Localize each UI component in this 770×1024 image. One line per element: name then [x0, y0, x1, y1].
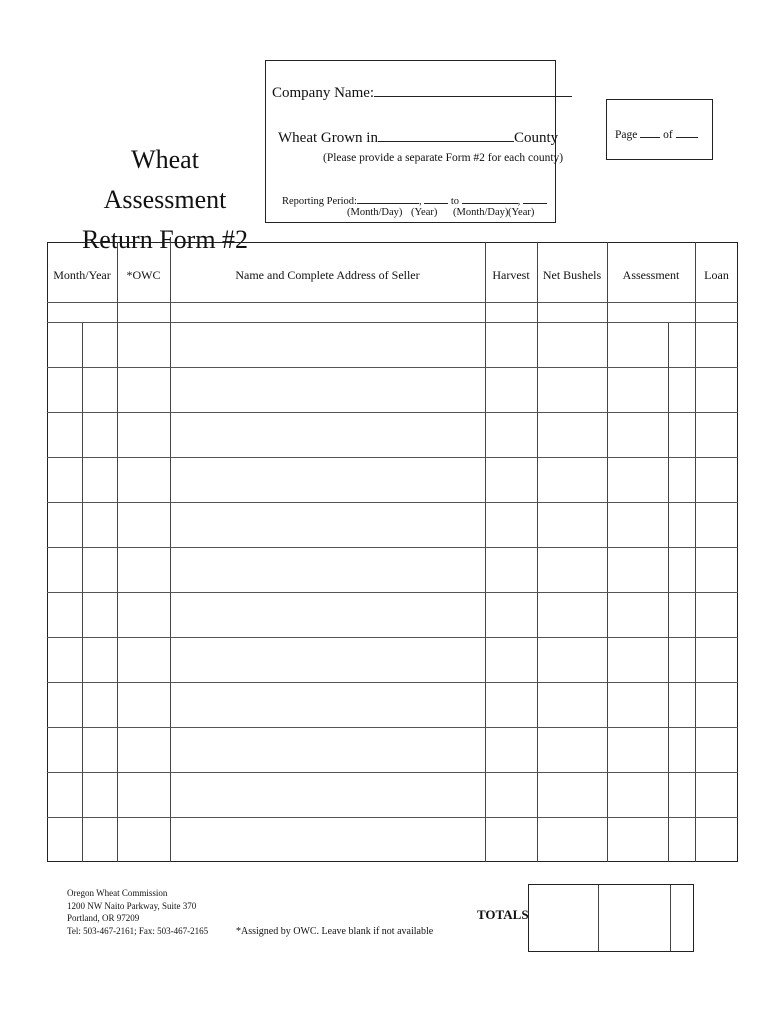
table-cell[interactable]: [485, 727, 537, 772]
table-cell[interactable]: [607, 592, 668, 637]
table-cell[interactable]: [537, 772, 607, 817]
table-cell[interactable]: [668, 322, 695, 367]
table-cell[interactable]: [170, 727, 485, 772]
table-cell[interactable]: [47, 682, 82, 727]
column-header-loan: Loan: [704, 268, 729, 282]
table-row: [47, 772, 738, 817]
table-cell[interactable]: [668, 457, 695, 502]
wheat-grown-row: [278, 129, 558, 147]
start-month-day-field[interactable]: [357, 191, 419, 204]
table-cell[interactable]: [47, 772, 82, 817]
table-cell[interactable]: [485, 412, 537, 457]
table-cell[interactable]: [537, 457, 607, 502]
table-cell[interactable]: [117, 727, 170, 772]
reporting-period-label: Reporting Period:: [282, 196, 357, 207]
contact-line: Tel: 503-467-2161; Fax: 503-467-2165: [67, 925, 209, 936]
table-cell[interactable]: [170, 322, 485, 367]
table-cell[interactable]: [668, 817, 695, 862]
table-cell[interactable]: [668, 637, 695, 682]
start-year-field[interactable]: [424, 191, 448, 204]
reporting-period-row: Reporting Period: , to ,: [282, 191, 547, 207]
table-row: [47, 547, 738, 592]
table-cell[interactable]: [537, 502, 607, 547]
month-day-caption-2: (Month/Day): [453, 207, 509, 218]
table-row: [47, 817, 738, 862]
org-name: Oregon Wheat Commission: [67, 888, 168, 898]
table-cell[interactable]: [47, 592, 82, 637]
table-cell[interactable]: [695, 727, 738, 772]
table-row: [47, 502, 738, 547]
address-line1: 1200 NW Naito Parkway, Suite 370: [67, 900, 197, 911]
end-year-field[interactable]: [523, 191, 547, 204]
table-cell[interactable]: [607, 817, 668, 862]
table-cell[interactable]: [537, 727, 607, 772]
table-cell[interactable]: [537, 637, 607, 682]
table-cell[interactable]: [47, 637, 82, 682]
table-cell[interactable]: [117, 817, 170, 862]
table-cell[interactable]: [117, 592, 170, 637]
of-label: of: [663, 129, 673, 141]
owc-note: *Assigned by OWC. Leave blank if not available: [236, 926, 434, 937]
table-row: [47, 637, 738, 682]
table-row: [47, 367, 738, 412]
table-cell[interactable]: [668, 547, 695, 592]
table-cell[interactable]: [485, 322, 537, 367]
table-cell[interactable]: [170, 772, 485, 817]
table-cell[interactable]: [695, 457, 738, 502]
table-cell[interactable]: [607, 457, 668, 502]
page-total-field[interactable]: [676, 125, 698, 138]
county-field[interactable]: [378, 129, 514, 142]
company-name-field[interactable]: [374, 84, 572, 97]
column-header-harvest: Harvest: [492, 268, 530, 282]
table-cell[interactable]: [170, 412, 485, 457]
table-cell[interactable]: [117, 682, 170, 727]
county-instruction: (Please provide a separate Form #2 for each county): [323, 152, 564, 164]
table-cell[interactable]: [117, 772, 170, 817]
table-row: [47, 412, 738, 457]
page-number-field[interactable]: [640, 125, 660, 138]
column-header-assessment: Assessment: [622, 268, 680, 282]
header-divider: [47, 302, 738, 303]
end-month-day-field[interactable]: [462, 191, 518, 204]
table-cell[interactable]: [695, 637, 738, 682]
table-cell[interactable]: [607, 502, 668, 547]
table-cell[interactable]: [82, 502, 117, 547]
table-cell[interactable]: [668, 592, 695, 637]
table-cell[interactable]: [117, 457, 170, 502]
table-cell[interactable]: [668, 727, 695, 772]
table-row: [47, 322, 738, 367]
year-caption-2: (Year): [508, 207, 535, 218]
table-cell[interactable]: [607, 412, 668, 457]
table-cell[interactable]: [170, 547, 485, 592]
table-cell[interactable]: [170, 502, 485, 547]
table-cell[interactable]: [82, 457, 117, 502]
table-cell[interactable]: [82, 637, 117, 682]
table-cell[interactable]: [47, 457, 82, 502]
table-cell[interactable]: [82, 727, 117, 772]
wheat-grown-label: Wheat Grown in: [278, 130, 378, 146]
table-cell[interactable]: [82, 772, 117, 817]
table-cell[interactable]: [485, 457, 537, 502]
table-cell[interactable]: [537, 367, 607, 412]
table-cell[interactable]: [170, 457, 485, 502]
form-title-line2: Return Form #2: [81, 225, 249, 254]
table-cell[interactable]: [170, 682, 485, 727]
totals-net-bushels-field[interactable]: [598, 885, 667, 951]
table-cell[interactable]: [82, 322, 117, 367]
table-cell[interactable]: [537, 322, 607, 367]
month-day-caption-1: (Month/Day): [347, 207, 403, 218]
table-cell[interactable]: [485, 637, 537, 682]
table-cell[interactable]: [537, 682, 607, 727]
address-line2: Portland, OR 97209: [67, 913, 140, 923]
table-cell[interactable]: [537, 412, 607, 457]
table-cell[interactable]: [607, 772, 668, 817]
table-cell[interactable]: [485, 772, 537, 817]
table-cell[interactable]: [47, 412, 82, 457]
column-header-owc: *OWC: [126, 268, 161, 282]
table-cell[interactable]: [695, 817, 738, 862]
table-cell[interactable]: [170, 637, 485, 682]
table-cell[interactable]: [607, 727, 668, 772]
table-cell[interactable]: [170, 592, 485, 637]
page-number-row: [615, 125, 698, 141]
column-header-net-bushels: Net Bushels: [542, 268, 602, 282]
page-label: Page: [615, 129, 638, 141]
table-cell[interactable]: [117, 502, 170, 547]
table-cell[interactable]: [117, 547, 170, 592]
table-cell[interactable]: [607, 322, 668, 367]
column-header-month-year: Month/Year: [53, 268, 111, 282]
table-cell[interactable]: [485, 592, 537, 637]
table-cell[interactable]: [47, 547, 82, 592]
table-cell[interactable]: [47, 502, 82, 547]
table-cell[interactable]: [117, 322, 170, 367]
table-cell[interactable]: [607, 547, 668, 592]
table-cell[interactable]: [47, 727, 82, 772]
company-name-label: Company Name:: [272, 85, 375, 101]
table-cell[interactable]: [485, 367, 537, 412]
table-cell[interactable]: [537, 592, 607, 637]
county-label: County: [513, 130, 559, 146]
totals-assessment-field[interactable]: [670, 885, 693, 951]
table-cell[interactable]: [695, 547, 738, 592]
table-cell[interactable]: [82, 817, 117, 862]
table-cell[interactable]: [82, 592, 117, 637]
table-cell[interactable]: [485, 682, 537, 727]
table-cell[interactable]: [485, 502, 537, 547]
table-cell[interactable]: [668, 682, 695, 727]
totals-label: TOTALS: [477, 907, 529, 922]
table-cell[interactable]: [537, 817, 607, 862]
table-cell[interactable]: [695, 322, 738, 367]
company-name-row: [272, 84, 572, 102]
table-cell[interactable]: [695, 682, 738, 727]
table-cell[interactable]: [695, 772, 738, 817]
table-cell[interactable]: [117, 637, 170, 682]
column-header-seller: Name and Complete Address of Seller: [235, 268, 420, 282]
form-title-line1: Wheat Assessment: [103, 145, 227, 214]
table-cell[interactable]: [117, 412, 170, 457]
table-cell[interactable]: [485, 547, 537, 592]
table-cell[interactable]: [668, 502, 695, 547]
table-cell[interactable]: [170, 367, 485, 412]
table-cell[interactable]: [668, 412, 695, 457]
to-label: to: [450, 196, 459, 207]
table-cell[interactable]: [82, 682, 117, 727]
table-row: [47, 457, 738, 502]
year-caption-1: (Year): [411, 207, 438, 218]
table-cell[interactable]: [117, 367, 170, 412]
commission-address: [67, 887, 208, 937]
table-cell[interactable]: [47, 367, 82, 412]
table-row: [47, 682, 738, 727]
table-cell[interactable]: [695, 502, 738, 547]
table-row: [47, 727, 738, 772]
table-cell[interactable]: [485, 817, 537, 862]
table-cell[interactable]: [607, 637, 668, 682]
table-cell[interactable]: [607, 367, 668, 412]
table-cell[interactable]: [170, 817, 485, 862]
table-row: [47, 592, 738, 637]
table-cell[interactable]: [695, 367, 738, 412]
table-cell[interactable]: [47, 817, 82, 862]
table-cell[interactable]: [537, 547, 607, 592]
table-cell[interactable]: [668, 772, 695, 817]
table-cell[interactable]: [47, 322, 82, 367]
table-cell[interactable]: [82, 412, 117, 457]
table-cell[interactable]: [695, 592, 738, 637]
table-cell[interactable]: [82, 367, 117, 412]
table-cell[interactable]: [695, 412, 738, 457]
table-cell[interactable]: [82, 547, 117, 592]
table-cell[interactable]: [668, 367, 695, 412]
table-cell[interactable]: [607, 682, 668, 727]
